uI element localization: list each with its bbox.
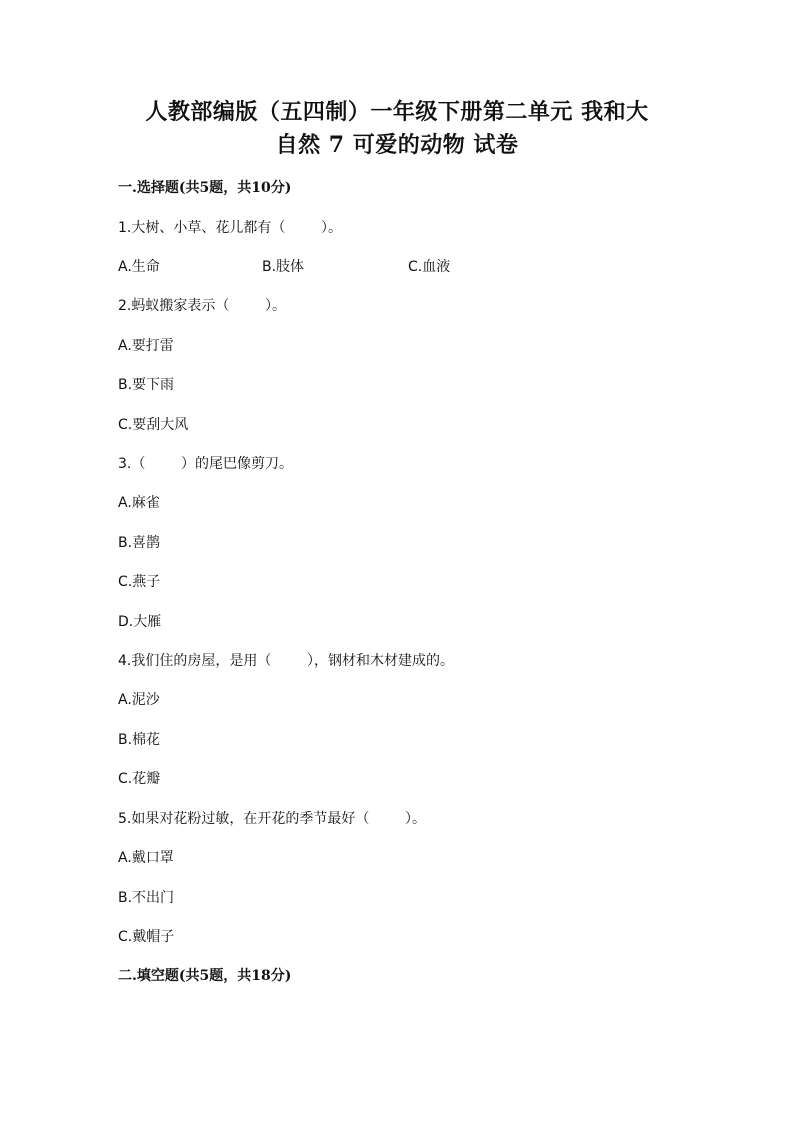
question-2-option-c: C.要刮大风 [118, 417, 189, 433]
question-1-option-c: C.血液 [408, 259, 451, 275]
page-title-line-1: 人教部编版（五四制）一年级下册第二单元 我和大 [145, 99, 649, 125]
question-3-stem: 3.（ ）的尾巴像剪刀。 [118, 456, 293, 472]
question-5-option-a: A.戴口罩 [118, 850, 174, 866]
section-heading-choice: 一.选择题(共5题，共10分) [118, 180, 292, 196]
question-5-stem: 5.如果对花粉过敏，在开花的季节最好（ ）。 [118, 811, 426, 827]
question-1-option-a: A.生命 [118, 259, 160, 275]
question-4-option-a: A.泥沙 [118, 692, 160, 708]
question-2-stem: 2.蚂蚁搬家表示（ ）。 [118, 298, 286, 314]
question-3-option-b: B.喜鹊 [118, 535, 161, 551]
question-3-option-a: A.麻雀 [118, 495, 160, 511]
question-5-option-c: C.戴帽子 [118, 929, 175, 945]
question-1-stem: 1.大树、小草、花儿都有（ ）。 [118, 220, 342, 236]
question-4-option-b: B.棉花 [118, 732, 161, 748]
question-2-option-b: B.要下雨 [118, 377, 175, 393]
question-1-option-b: B.肢体 [262, 259, 305, 275]
question-3-option-d: D.大雁 [118, 614, 162, 630]
question-4-option-c: C.花瓣 [118, 771, 161, 787]
section-heading-fill-blank: 二.填空题(共5题，共18分) [118, 968, 292, 984]
question-1-options [118, 257, 678, 277]
question-4-stem: 4.我们住的房屋，是用（ ），钢材和木材建成的。 [118, 653, 454, 669]
page-title-line-2: 自然 7 可爱的动物 试卷 [275, 132, 519, 158]
question-2-option-a: A.要打雷 [118, 338, 174, 354]
question-3-option-c: C.燕子 [118, 574, 161, 590]
question-5-option-b: B.不出门 [118, 890, 175, 906]
